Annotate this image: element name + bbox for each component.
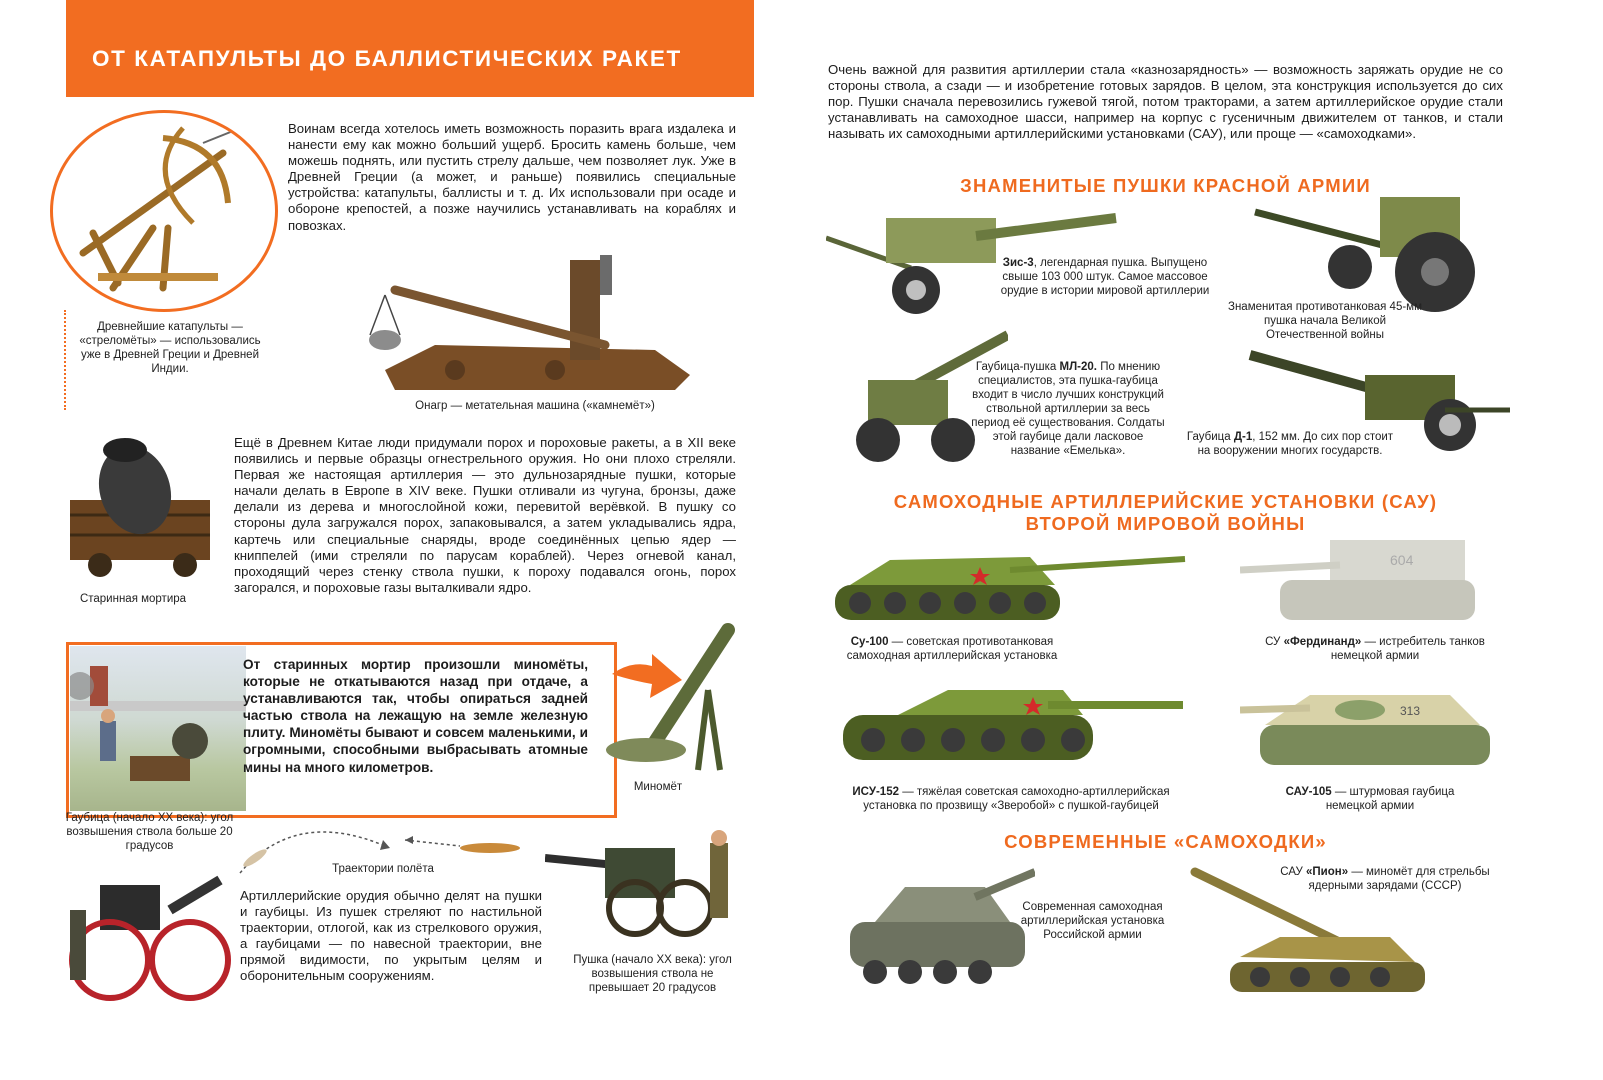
howitzer-caption: Гаубица (начало XX века): угол возвышения ствола больше 20 градусов [65, 812, 234, 852]
battle-scene-illustration [70, 646, 246, 811]
page-title: ОТ КАТАПУЛЬТЫ ДО БАЛЛИСТИЧЕСКИХ РАКЕТ [92, 46, 682, 71]
minomet-caption: Миномёт [633, 781, 683, 793]
su100-text: — советская противотанковая самоходная артиллерийская установка [846, 636, 1058, 662]
cannon-caption: Пушка (начало XX века): угол возвышения ствола не превышает 20 градусов [573, 954, 732, 994]
sau105-text: — штурмовая гаубица немецкой армии [1325, 786, 1455, 812]
breechloader-text: Очень важной для развития артиллерии стала «казнозарядность» — возможность заряжать орудие не со стороны ствола, а сзади — и изобретение готовых зарядов. В целом, эта конструкция используется до сих пор. Пушки сначала перевозились гужевой тягой, потом тракторами, а затем артиллерийское орудие стали устанавливать на самоходное шасси, например на корпус с гусеничным движителем от танков, и стали называть их самоходными артиллерийскими установками (САУ), или проще — «самоходками». [828, 62, 1503, 142]
d1-text: , 152 мм. До сих пор стоит на вооружении многих государств. [1197, 431, 1394, 457]
gun45-caption: Знаменитая противотанковая 45-мм пушка начала Великой Отечественной войны [1228, 301, 1422, 341]
ml20-prefix: Гаубица-пушка [975, 361, 1060, 373]
ferdinand-prefix: СУ [1265, 636, 1284, 648]
sau-heading-line1: САМОХОДНЫЕ АРТИЛЛЕРИЙСКИЕ УСТАНОВКИ (САУ) [893, 491, 1438, 512]
modern-sau-caption: Современная самоходная артиллерийская установка Российской армии [1020, 901, 1165, 941]
intro-text: Воинам всегда хотелось иметь возможность поразить врага издалека и нанести ему как можно больший ущерб. Бросить камень больше, чем можешь поднять, или пустить стрелу дальше, чем позволяет лук. Уже в Древней Греции (а может, и раньше) появились специальные устройства: катапульты, баллисты и т. д. Их использовали при осаде и обороне крепостей, а позже научились устанавливать на кораблях и повозках. [288, 121, 736, 233]
su100-illustration [830, 545, 1190, 635]
sau105-number: 313 [1400, 704, 1421, 718]
isu152-illustration [838, 680, 1188, 780]
pion-text: — миномёт для стрельбы ядерными зарядами (СССР) [1308, 866, 1490, 892]
minomet-illustration [598, 620, 748, 780]
zis3-name: Зис-3 [1002, 257, 1034, 269]
ml20-name: МЛ-20. [1059, 361, 1097, 373]
su100-caption [826, 635, 1078, 663]
mortar-callout-text: От старинных мортир произошли миномёты, которые не откатываются назад при отдаче, а устанавливаются так, чтобы опираться задней частью ствола на лежащую на земле железную плиту. Миномёты бывают и совсем маленькими, и огромными, способными выбрасывать атомные мины на много километров. [243, 657, 588, 775]
ml20-text: По мнению специалистов, эта пушка-гаубица входит в число лучших конструкций ствольной артиллерии за весь период её существования. Солдаты этой гаубице дали ласковое название «Емелька». [971, 361, 1165, 457]
red-army-heading: ЗНАМЕНИТЫЕ ПУШКИ КРАСНОЙ АРМИИ [960, 175, 1371, 196]
ferdinand-text: — истребитель танков немецкой армии [1330, 636, 1485, 662]
ferdinand-name: «Фердинанд» [1283, 636, 1362, 648]
d1-caption [1180, 430, 1400, 458]
sau105-illustration [1240, 680, 1500, 780]
ferdinand-caption [1255, 635, 1495, 663]
isu152-caption [826, 785, 1196, 813]
trajectory-caption: Траектории полёта [332, 863, 434, 875]
catapult-illustration [50, 110, 278, 312]
pion-prefix: САУ [1280, 866, 1307, 878]
onager-caption: Онагр — метательная машина («камнемёт») [415, 400, 655, 412]
onager-illustration [355, 250, 695, 395]
catapult-drawing [53, 113, 275, 309]
ml20-caption [968, 360, 1168, 458]
d1-name: Д-1 [1233, 431, 1253, 443]
dotted-guide-line [64, 310, 66, 410]
ferdinand-number: 604 [1390, 552, 1414, 568]
mortar-caption: Старинная мортира [79, 593, 187, 605]
d1-prefix: Гаубица [1186, 431, 1234, 443]
mortar-illustration [60, 430, 220, 580]
pion-name: «Пион» [1306, 866, 1349, 878]
sau-heading-line2: ВТОРОЙ МИРОВОЙ ВОЙНЫ [1025, 513, 1306, 534]
isu152-name: ИСУ-152 [852, 786, 899, 798]
guns-text: Артиллерийские орудия обычно делят на пушки и гаубицы. Из пушек стреляют по настильной траектории, отлогой, как из стрелкового оружия, а гаубицами — по навесной траектории, вне прямой видимости, по укрытым целям и оборонительным сооружениям. [240, 888, 542, 984]
pion-illustration [1190, 862, 1430, 1002]
zis3-text: , легендарная пушка. Выпущено свыше 103 000 штук. Самое массовое орудие в истории мировой артиллерии [1000, 257, 1210, 297]
modern-heading: СОВРЕМЕННЫЕ «САМОХОДКИ» [1004, 831, 1327, 852]
isu152-text: — тяжёлая советская самоходно-артиллерийская установка по прозвищу «Зверобой» с пушкой-гаубицей [863, 786, 1170, 812]
old-howitzer-illustration [60, 870, 235, 1005]
sau105-caption [1270, 785, 1470, 813]
china-text: Ещё в Древнем Китае люди придумали порох и пороховые ракеты, а в XII веке появились и первые образцы огнестрельного оружия. Но они плохо стреляли. Первая же настоящая артиллерия — это дульнозарядные пушки, которые начали делать в Европе в XIV веке. Пушки отливали из чугуна, бронзы, даже делали из дерева и многослойной кожи, перевитой верёвкой. В пушку со стороны дула загружался порох, запаковывался, а затем укладывались ядра, картечь или специальные снаряды, вроде соединённых цепью ядер — книппелей (ими стреляли по парусам кораблей). Через огневой канал, проходящий через стенку ствола пушки, к пороху подавался огонь, порох загорался, и пороховые газы выталкивали ядро. [234, 435, 736, 595]
old-cannon-illustration [545, 828, 745, 938]
catapult-caption: Древнейшие катапульты — «стреломёты» — использовались уже в Древней Греции и Древней Индии. [79, 321, 261, 375]
su100-name: Су-100 [850, 636, 889, 648]
sau105-name: САУ-105 [1285, 786, 1332, 798]
ferdinand-illustration [1240, 535, 1485, 630]
zis3-caption [1000, 256, 1210, 298]
